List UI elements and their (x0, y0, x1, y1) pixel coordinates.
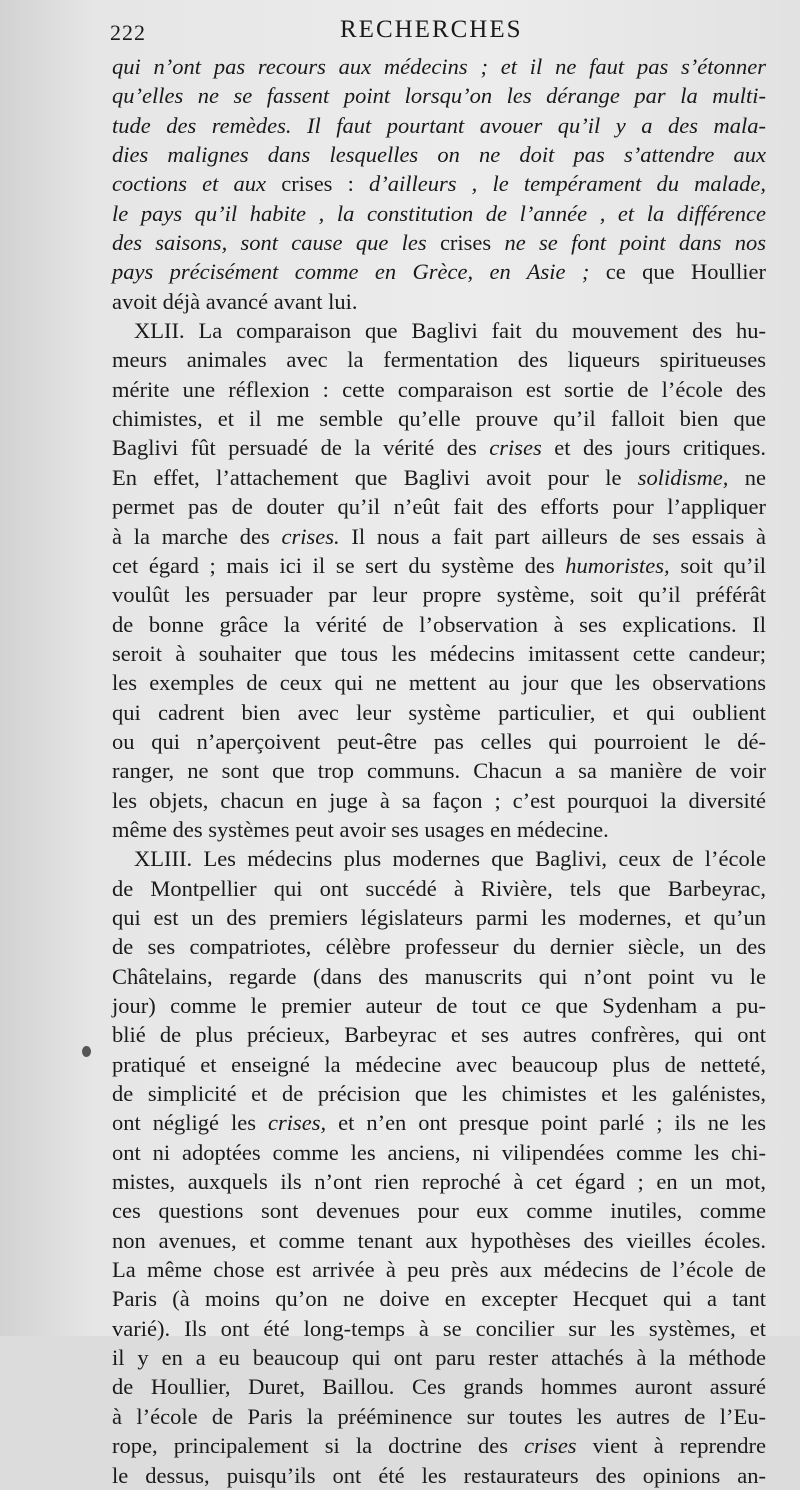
text-run: cet égard ; mais ici il se sert du système des (112, 552, 566, 578)
text-line (112, 1255, 766, 1284)
text-line (112, 1372, 766, 1401)
text-run: ont ni adoptées comme les anciens, ni vilipendées comme les chi- (112, 1139, 766, 1165)
text-run: qui est un des premiers législateurs parmi les modernes, et qu’un (112, 904, 766, 930)
text-run: et n’en ont presque point parlé ; ils ne les (326, 1110, 766, 1136)
text-run: jour) comme le premier auteur de tout ce que Sydenham a pu- (112, 993, 766, 1018)
text-line (112, 522, 766, 551)
text-run: ou qui n’aperçoivent peut-être pas celles qui pourroient le dé- (112, 728, 766, 754)
text-run: En effet, l’attachement que Baglivi avoit pour le (112, 464, 638, 490)
text-run: de ses compatriotes, célèbre professeur du dernier siècle, un des (112, 934, 766, 960)
text-line (112, 287, 766, 316)
text-run: ne se font point dans nos (504, 230, 767, 256)
ink-spot (82, 1046, 91, 1057)
text-run: pratiqué et enseigné la médecine avec beaucoup plus de netteté, (112, 1051, 766, 1077)
text-run: des saisons, sont cause que les (112, 230, 440, 256)
text-run: crises (524, 1433, 593, 1459)
text-run: ces questions sont devenues pour eux comme inutiles, comme (112, 1198, 766, 1224)
text-run: varié). Ils ont été long-temps à se concilier sur les systèmes, et (112, 1315, 766, 1341)
text-line (112, 316, 766, 345)
text-run: de bonne grâce la vérité de l’observation à ses explications. Il (112, 611, 766, 637)
text-line (112, 1108, 766, 1137)
text-line (112, 874, 766, 903)
text-run: crises. (281, 523, 340, 549)
text-line (112, 1079, 766, 1108)
text-run: vient à reprendre (592, 1433, 767, 1459)
text-line (112, 492, 766, 521)
text-run: qui n’ont pas recours aux médecins ; et il ne faut pas s’étonner (112, 54, 766, 79)
text-line (112, 962, 766, 991)
text-run: non avenues, et comme tenant aux hypothèses des vieilles écoles. (112, 1227, 766, 1253)
text-line (112, 844, 766, 873)
text-line (112, 345, 766, 374)
text-line (112, 639, 766, 668)
text-body (112, 52, 766, 1490)
paragraph-p1 (112, 316, 766, 844)
text-line (112, 199, 766, 228)
text-run: crises : (281, 171, 370, 197)
text-run: pays précisément comme en Grèce, en Asie ; (112, 259, 606, 285)
text-run: rope, principalement si la doctrine des (112, 1433, 525, 1459)
text-line (112, 52, 766, 81)
text-line (112, 140, 766, 169)
text-line (112, 1314, 766, 1343)
text-run: permet pas de douter qu’il n’eût fait des efforts pour l’appliquer (112, 494, 766, 520)
text-line (112, 1402, 766, 1431)
text-line (112, 1431, 766, 1460)
paragraph-p0 (112, 52, 766, 316)
text-line (112, 727, 766, 756)
text-line (112, 169, 766, 198)
text-run: crises, (267, 1110, 327, 1136)
text-run: à la marche des (112, 523, 282, 549)
text-run: tude des remèdes. Il faut pourtant avouer qu’il y a des mala- (112, 112, 766, 138)
text-run: crises (439, 230, 505, 256)
text-run: Baglivi fût persuadé de la vérité des (112, 435, 490, 461)
paragraph-p2 (112, 844, 766, 1490)
text-line (112, 991, 766, 1020)
text-line (112, 1343, 766, 1372)
text-run: soit qu’il (669, 552, 766, 578)
text-run: chimistes, et il me semble qu’elle prouve qu’il falloit bien que (112, 406, 766, 432)
text-line (112, 815, 766, 844)
text-run: Châtelains, regarde (dans des manuscrits qui n’ont point vu le (112, 963, 766, 989)
text-run: voulût les persuader par leur propre système, soit qu’il préférât (112, 582, 766, 608)
text-run: le dessus, puisqu’ils ont été les restaurateurs des opinions an- (112, 1462, 766, 1488)
text-run: humoristes, (565, 552, 670, 578)
page-header (0, 14, 800, 50)
text-line (112, 433, 766, 462)
text-run: le pays qu’il habite , la constitution de l’année , et la différence (112, 200, 766, 226)
text-line (112, 463, 766, 492)
text-run: dies malignes dans lesquelles on ne doit pas s’attendre aux (112, 142, 766, 168)
page-number: 222 (110, 20, 146, 45)
text-line (112, 903, 766, 932)
text-run: de Montpellier qui ont succédé à Rivière, tels que Barbeyrac, (112, 875, 766, 901)
text-line (112, 375, 766, 404)
text-run: ce que Houllier (605, 259, 766, 285)
running-head: RECHERCHES (340, 16, 523, 43)
text-run: coctions et aux (112, 171, 282, 197)
text-line (112, 551, 766, 580)
text-run: qui cadrent bien avec leur système particulier, et qui oublient (112, 699, 766, 725)
text-run: de Houllier, Duret, Baillou. Ces grands hommes auront assuré (112, 1374, 766, 1400)
text-run: mistes, auxquels ils n’ont rien reproché à cet égard ; en un mot, (112, 1169, 766, 1195)
text-line (112, 1284, 766, 1313)
text-run: et des jours critiques. (554, 435, 767, 461)
text-run: XLIII. Les médecins plus modernes que Baglivi, ceux de l’école (134, 846, 766, 872)
text-line (112, 610, 766, 639)
text-line (112, 1196, 766, 1225)
text-line (112, 756, 766, 785)
text-line (112, 81, 766, 110)
text-run: il y en a eu beaucoup qui ont paru rester attachés à la méthode (112, 1345, 766, 1371)
text-run: les objets, chacun en juge à sa façon ; c’est pourquoi la diversité (112, 787, 766, 813)
text-line (112, 257, 766, 286)
text-line (112, 1138, 766, 1167)
text-run: de simplicité et de précision que les chimistes et les galénistes, (112, 1081, 766, 1107)
text-run: seroit à souhaiter que tous les médecins imitassent cette candeur; (112, 640, 766, 666)
text-line (112, 1050, 766, 1079)
text-run: solidisme, (637, 464, 729, 490)
text-run: ne (728, 464, 766, 490)
text-line (112, 786, 766, 815)
text-run: XLII. La comparaison que Baglivi fait du mouvement des hu- (134, 318, 766, 344)
text-line (112, 228, 766, 257)
text-run: d’ailleurs , le tempérament du malade, (369, 171, 767, 197)
text-run: Il nous a fait part ailleurs de ses essais à (339, 523, 767, 549)
text-run: ranger, ne sont que trop communs. Chacun a sa manière de voir (112, 758, 766, 784)
text-line (112, 404, 766, 433)
text-line (112, 698, 766, 727)
text-run: avoit déjà avancé avant lui. (112, 288, 358, 314)
text-run: Paris (à moins qu’on ne doive en excepter Hecquet qui a tant (112, 1286, 766, 1312)
text-run: La même chose est arrivée à peu près aux médecins de l’école de (112, 1257, 766, 1283)
text-run: blié de plus précieux, Barbeyrac et ses autres confrères, qui ont (112, 1022, 766, 1048)
text-line (112, 1167, 766, 1196)
text-run: mérite une réflexion : cette comparaison est sortie de l’école des (112, 376, 766, 402)
text-run: crises (489, 435, 555, 461)
text-run: meurs animales avec la fermentation des liqueurs spiritueuses (112, 347, 766, 373)
text-line (112, 1020, 766, 1049)
text-run: à l’école de Paris la prééminence sur toutes les autres de l’Eu- (112, 1403, 766, 1429)
text-line (112, 1226, 766, 1255)
text-run: ont négligé les (112, 1110, 268, 1136)
text-line (112, 111, 766, 140)
text-run: qu’elles ne se fassent point lorsqu’on les dérange par la multi- (112, 83, 766, 109)
text-run: même des systèmes peut avoir ses usages en médecine. (112, 816, 609, 842)
text-line (112, 932, 766, 961)
text-line (112, 1461, 766, 1490)
text-line (112, 580, 766, 609)
text-line (112, 668, 766, 697)
text-run: les exemples de ceux qui ne mettent au jour que les observations (112, 670, 766, 696)
